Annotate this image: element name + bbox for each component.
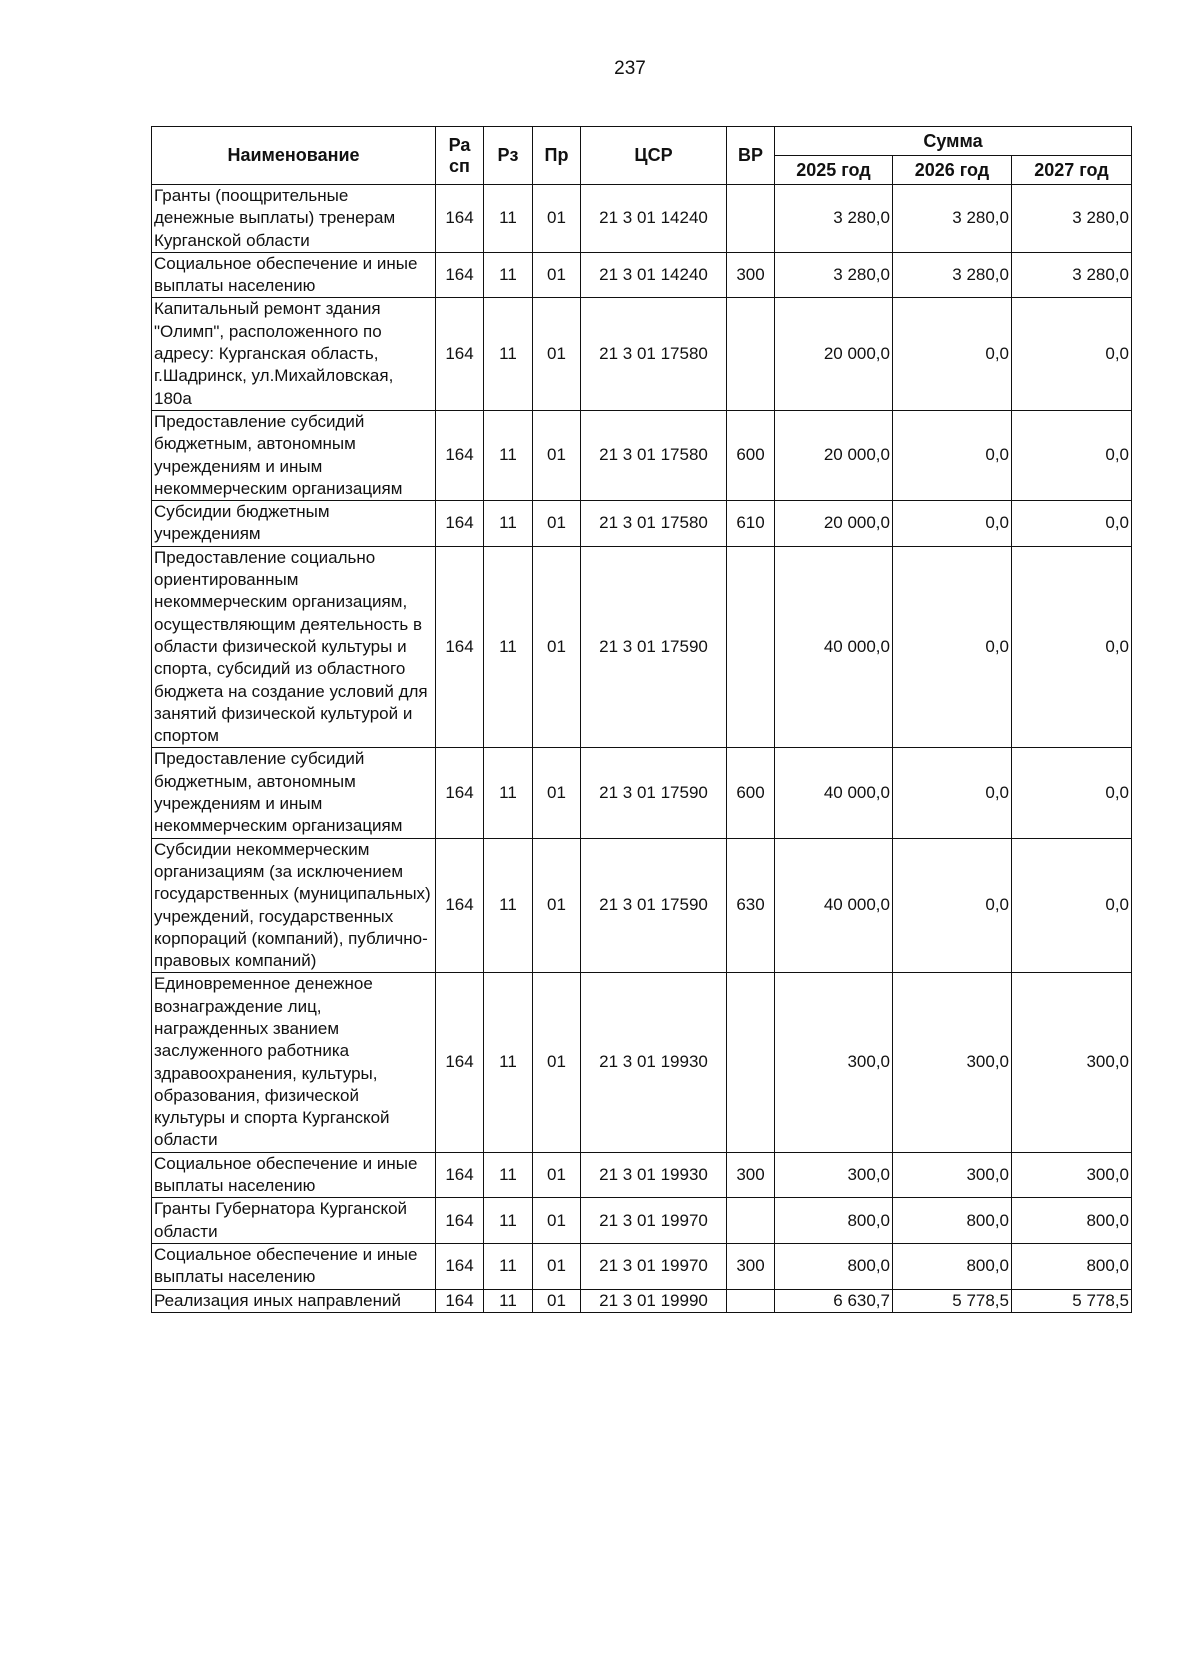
row-rasp: 164 [436,298,484,410]
table-row [152,838,1132,973]
row-pr: 01 [533,410,581,500]
table-row [152,748,1132,838]
header-2026: 2026 год [893,156,1012,185]
row-2025: 800,0 [775,1198,893,1244]
row-rz: 11 [484,1152,533,1198]
row-2027: 0,0 [1012,838,1132,973]
row-2025: 800,0 [775,1243,893,1289]
row-vr [727,973,775,1152]
row-rz: 11 [484,185,533,253]
row-csr: 21 3 01 14240 [581,252,727,298]
header-csr: ЦСР [581,127,727,185]
row-pr: 01 [533,546,581,748]
row-name: Реализация иных направлений [152,1289,436,1312]
table-row [152,1152,1132,1198]
row-csr: 21 3 01 17590 [581,546,727,748]
table-row [152,973,1132,1152]
row-rz: 11 [484,838,533,973]
row-2026: 0,0 [893,501,1012,547]
row-csr: 21 3 01 17580 [581,410,727,500]
row-name: Единовременное денежное вознаграждение лиц, награжденных званием заслуженного работника здравоохранения, культуры, образования, физической культуры и спорта Курганской области [152,973,436,1152]
table-body [152,185,1132,1313]
row-vr: 600 [727,410,775,500]
table-row [152,546,1132,748]
row-name: Гранты (поощрительные денежные выплаты) тренерам Курганской области [152,185,436,253]
row-2027: 800,0 [1012,1198,1132,1244]
row-2027: 0,0 [1012,748,1132,838]
row-name: Предоставление субсидий бюджетным, автономным учреждениям и иным некоммерческим организациям [152,410,436,500]
row-vr [727,546,775,748]
row-pr: 01 [533,838,581,973]
row-2027: 300,0 [1012,973,1132,1152]
row-2025: 300,0 [775,1152,893,1198]
row-2026: 0,0 [893,410,1012,500]
row-rasp: 164 [436,185,484,253]
row-pr: 01 [533,1198,581,1244]
row-2026: 0,0 [893,748,1012,838]
row-2025: 3 280,0 [775,185,893,253]
header-rz: Рз [484,127,533,185]
row-vr: 300 [727,1243,775,1289]
row-rz: 11 [484,1198,533,1244]
row-csr: 21 3 01 14240 [581,185,727,253]
row-vr [727,298,775,410]
table-row [152,1289,1132,1312]
header-pr: Пр [533,127,581,185]
row-csr: 21 3 01 17580 [581,298,727,410]
row-name: Социальное обеспечение и иные выплаты населению [152,1243,436,1289]
row-csr: 21 3 01 19990 [581,1289,727,1312]
row-2025: 40 000,0 [775,748,893,838]
row-vr: 300 [727,1152,775,1198]
row-2026: 0,0 [893,546,1012,748]
row-pr: 01 [533,973,581,1152]
header-rasp-line1: Ра [448,134,471,155]
row-rasp: 164 [436,1198,484,1244]
row-pr: 01 [533,252,581,298]
row-2027: 800,0 [1012,1243,1132,1289]
row-2026: 3 280,0 [893,252,1012,298]
row-csr: 21 3 01 17580 [581,501,727,547]
page-number: 237 [614,58,646,79]
table-row [152,252,1132,298]
row-2027: 0,0 [1012,298,1132,410]
row-pr: 01 [533,1243,581,1289]
row-name: Субсидии некоммерческим организациям (за исключением государственных (муниципальных) учреждений, государственных корпораций (компаний), публично-правовых компаний) [152,838,436,973]
row-2025: 20 000,0 [775,298,893,410]
row-rasp: 164 [436,501,484,547]
row-vr: 300 [727,252,775,298]
row-2025: 40 000,0 [775,546,893,748]
table-row [152,185,1132,253]
row-rasp: 164 [436,1289,484,1312]
row-2025: 3 280,0 [775,252,893,298]
row-pr: 01 [533,1289,581,1312]
row-rasp: 164 [436,973,484,1152]
row-2026: 0,0 [893,298,1012,410]
table-row [152,410,1132,500]
row-rz: 11 [484,410,533,500]
row-pr: 01 [533,1152,581,1198]
row-name: Предоставление субсидий бюджетным, автономным учреждениям и иным некоммерческим организациям [152,748,436,838]
row-rz: 11 [484,298,533,410]
header-vr: ВР [727,127,775,185]
row-2027: 300,0 [1012,1152,1132,1198]
row-2025: 6 630,7 [775,1289,893,1312]
row-2027: 3 280,0 [1012,185,1132,253]
header-name: Наименование [152,127,436,185]
row-rz: 11 [484,748,533,838]
row-rz: 11 [484,1289,533,1312]
row-2025: 20 000,0 [775,501,893,547]
row-rasp: 164 [436,1152,484,1198]
row-name: Капитальный ремонт здания "Олимп", расположенного по адресу: Курганская область, г.Шадринск, ул.Михайловская, 180а [152,298,436,410]
row-2027: 0,0 [1012,501,1132,547]
row-2026: 800,0 [893,1243,1012,1289]
table-row [152,501,1132,547]
row-2025: 300,0 [775,973,893,1152]
row-csr: 21 3 01 17590 [581,838,727,973]
header-2027: 2027 год [1012,156,1132,185]
row-rasp: 164 [436,748,484,838]
row-name: Гранты Губернатора Курганской области [152,1198,436,1244]
row-vr [727,1198,775,1244]
row-rasp: 164 [436,410,484,500]
header-rasp [436,127,484,185]
row-vr: 610 [727,501,775,547]
row-pr: 01 [533,185,581,253]
row-2026: 3 280,0 [893,185,1012,253]
header-sum: Сумма [775,127,1132,156]
row-2027: 3 280,0 [1012,252,1132,298]
row-csr: 21 3 01 19970 [581,1243,727,1289]
row-2026: 800,0 [893,1198,1012,1244]
row-2026: 300,0 [893,1152,1012,1198]
table-row [152,1243,1132,1289]
row-2026: 0,0 [893,838,1012,973]
row-vr [727,185,775,253]
row-csr: 21 3 01 19930 [581,1152,727,1198]
row-rasp: 164 [436,546,484,748]
header-2025: 2025 год [775,156,893,185]
row-rasp: 164 [436,1243,484,1289]
header-rasp-line2: сп [449,155,470,176]
row-2025: 20 000,0 [775,410,893,500]
row-csr: 21 3 01 17590 [581,748,727,838]
budget-table [151,126,1132,1313]
row-2026: 5 778,5 [893,1289,1012,1312]
row-rz: 11 [484,501,533,547]
row-2027: 5 778,5 [1012,1289,1132,1312]
row-name: Предоставление социально ориентированным некоммерческим организациям, осуществляющим деятельность в области физической культуры и спорта, субсидий из областного бюджета на создание условий для занятий физической культурой и спортом [152,546,436,748]
table-row [152,298,1132,410]
row-2025: 40 000,0 [775,838,893,973]
row-vr [727,1289,775,1312]
row-vr: 630 [727,838,775,973]
table-row [152,1198,1132,1244]
row-2027: 0,0 [1012,410,1132,500]
row-rz: 11 [484,973,533,1152]
row-2027: 0,0 [1012,546,1132,748]
row-rz: 11 [484,546,533,748]
row-csr: 21 3 01 19930 [581,973,727,1152]
row-rz: 11 [484,252,533,298]
row-rz: 11 [484,1243,533,1289]
row-rasp: 164 [436,252,484,298]
row-rasp: 164 [436,838,484,973]
row-vr: 600 [727,748,775,838]
row-name: Социальное обеспечение и иные выплаты населению [152,252,436,298]
row-csr: 21 3 01 19970 [581,1198,727,1244]
row-2026: 300,0 [893,973,1012,1152]
row-pr: 01 [533,748,581,838]
row-name: Субсидии бюджетным учреждениям [152,501,436,547]
row-pr: 01 [533,298,581,410]
row-pr: 01 [533,501,581,547]
row-name: Социальное обеспечение и иные выплаты населению [152,1152,436,1198]
